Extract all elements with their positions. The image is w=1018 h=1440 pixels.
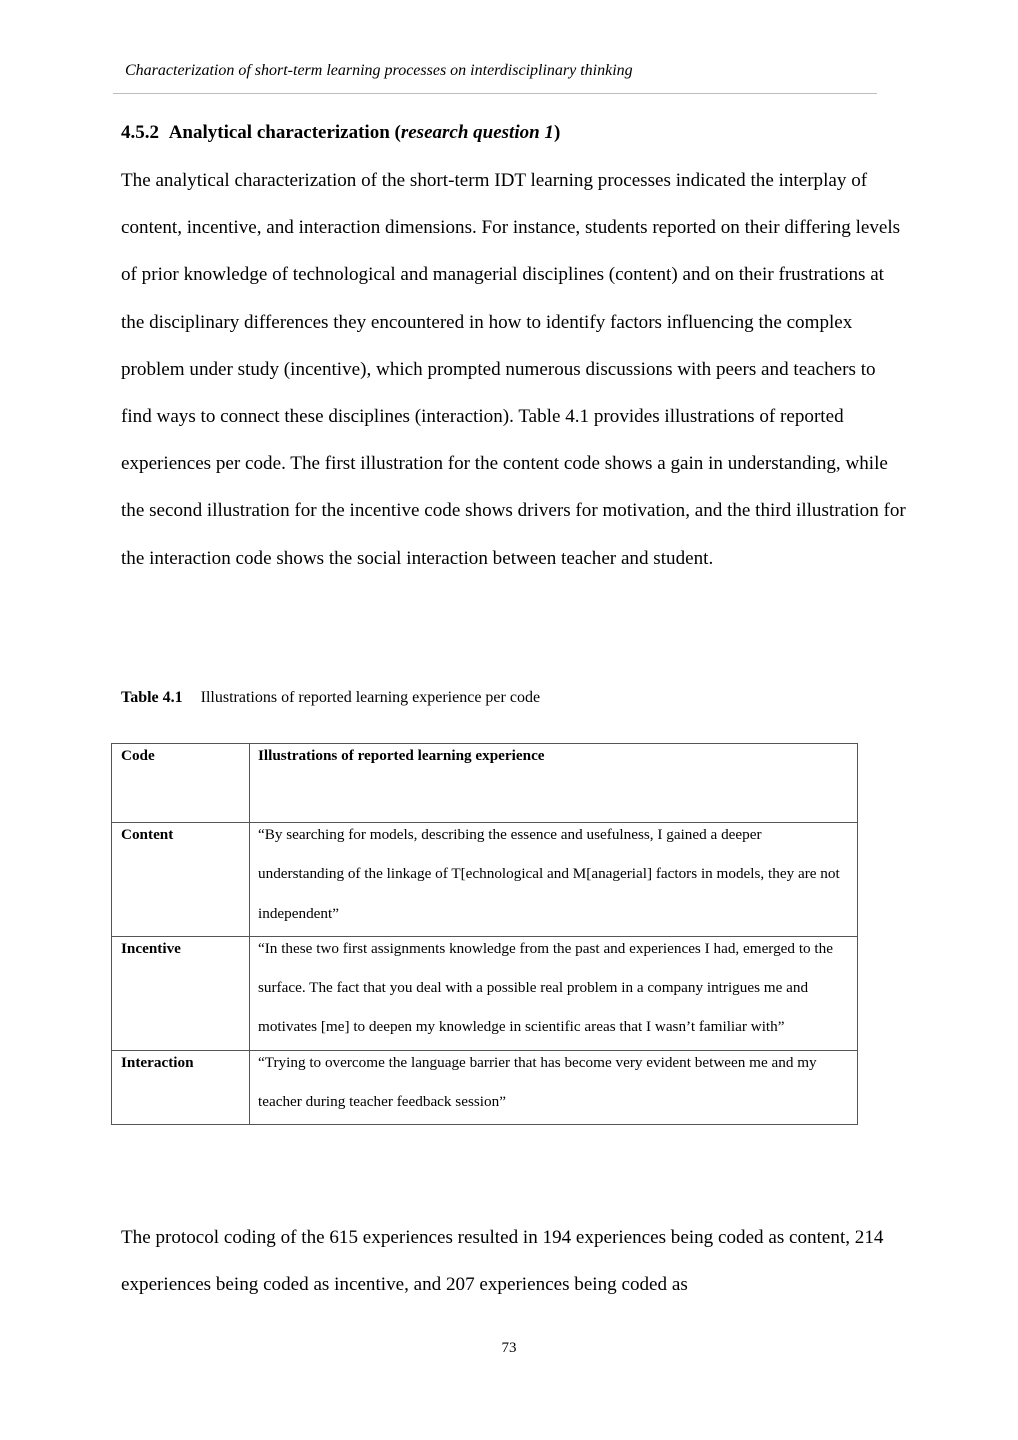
illustration-cell-text: “Trying to overcome the language barrier that has become very evident between me and my teacher during teacher feedback session”	[258, 1053, 817, 1111]
illustration-cell	[250, 1050, 858, 1125]
header-code	[112, 744, 250, 823]
code-cell-text: Interaction	[121, 1053, 194, 1071]
header-code-text: Code	[121, 747, 155, 764]
header-divider	[113, 93, 877, 94]
illustration-cell	[250, 936, 858, 1050]
table-caption-text: Illustrations of reported learning experience per code	[200, 689, 541, 706]
illustration-cell	[250, 823, 858, 937]
table-row	[112, 1050, 858, 1125]
table-row	[112, 936, 858, 1050]
body-paragraph-2: The protocol coding of the 615 experiences resulted in 194 experiences being coded as content, 214 experiences being coded as incentive, and 207 experiences being coded as	[121, 1227, 884, 1296]
code-cell	[112, 936, 250, 1050]
code-cell	[112, 1050, 250, 1125]
section-title-suffix: )	[553, 122, 561, 143]
table-header-row	[112, 744, 858, 823]
header-illustrations	[250, 744, 858, 823]
header-illustrations-text: Illustrations of reported learning experience	[258, 747, 545, 764]
running-header: Characterization of short-term learning processes on interdisciplinary thinking	[125, 62, 633, 79]
section-heading	[121, 120, 560, 146]
illustration-cell-text: “By searching for models, describing the essence and usefulness, I gained a deeper understanding of the linkage of T[echnological and M[anagerial] factors in models, they are not independent”	[258, 826, 840, 922]
body-paragraph-1: The analytical characterization of the short-term IDT learning processes indicated the interplay of content, incentive, and interaction dimensions. For instance, students reported on their differing levels of prior knowledge of technological and managerial disciplines (content) and on their frustrations at the disciplinary differences they encountered in how to identify factors influencing the complex problem under study (incentive), which prompted numerous discussions with peers and teachers to find ways to connect these disciplines (interaction). Table 4.1 provides illustrations of reported experiences per code. The first illustration for the content code shows a gain in understanding, while the second illustration for the incentive code shows drivers for motivation, and the third illustration for the interaction code shows the social interaction between teacher and student.	[121, 170, 906, 569]
code-cell	[112, 823, 250, 937]
page-number: 73	[501, 1340, 517, 1356]
section-title-italic: research question 1	[400, 122, 554, 143]
table-caption	[121, 687, 540, 709]
table-caption-label: Table 4.1	[121, 689, 183, 706]
section-number: 4.5.2	[121, 122, 159, 143]
table-row	[112, 823, 858, 937]
code-cell-text: Incentive	[121, 939, 181, 957]
illustration-cell-text: “In these two first assignments knowledge from the past and experiences I had, emerged to the surface. The fact that you deal with a possible real problem in a company intrigues me and motivates [me] to deepen my knowledge in scientific areas that I wasn’t familiar with”	[258, 939, 833, 1036]
section-title-prefix: Analytical characterization (	[168, 122, 401, 143]
code-cell-text: Content	[121, 826, 174, 843]
experience-table	[111, 743, 858, 1125]
